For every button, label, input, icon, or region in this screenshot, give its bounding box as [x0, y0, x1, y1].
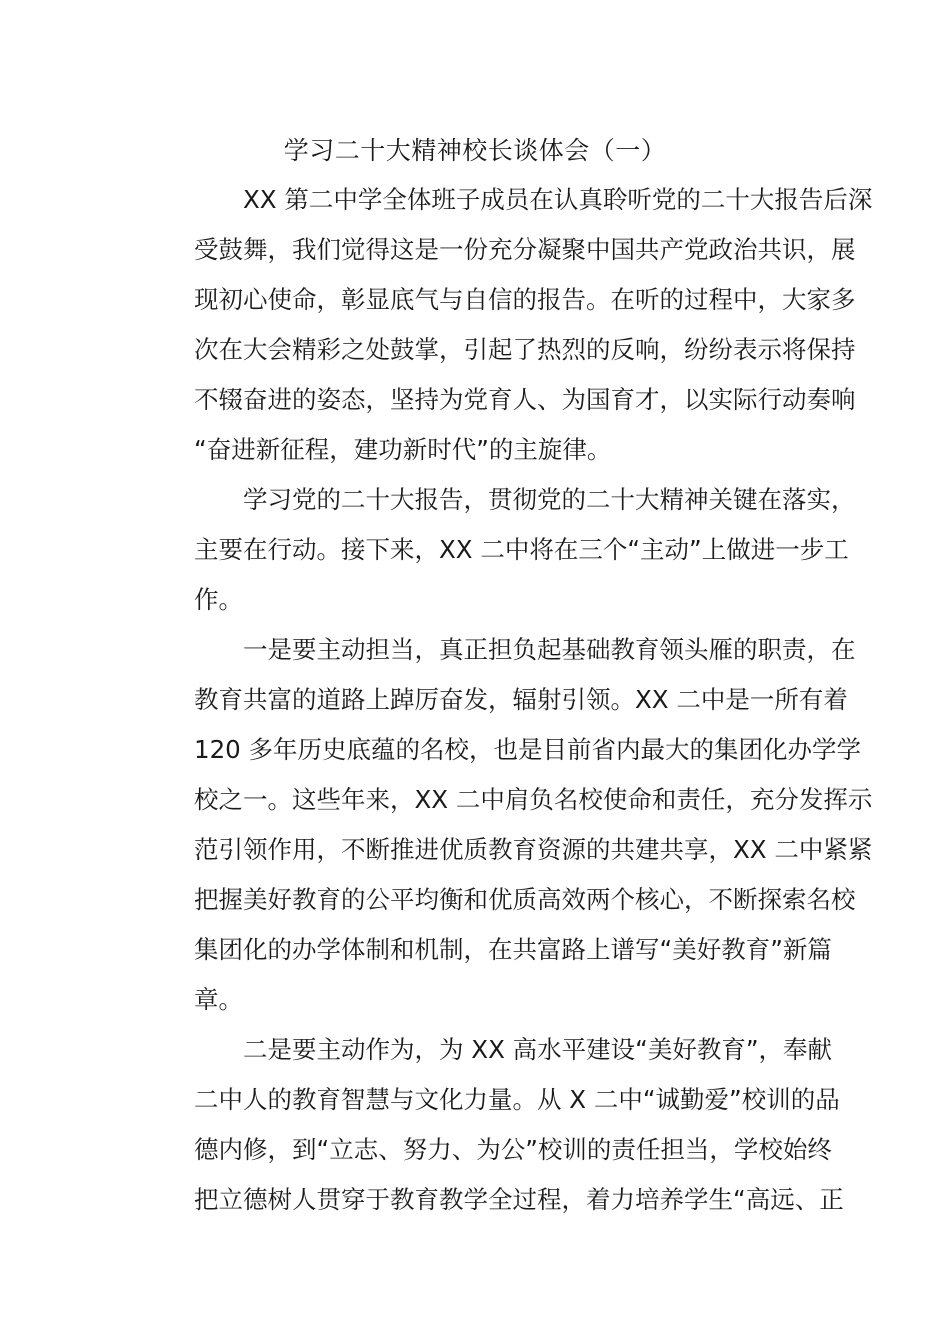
document-title: 学习二十大精神校长谈体会（一） — [283, 136, 667, 165]
text-line: 120 多年历史底蕴的名校，也是目前省内最大的集团化办学学 — [194, 735, 862, 764]
text-line: 现初心使命，彰显底气与自信的报告。在听的过程中，大家多 — [194, 285, 856, 314]
text-line: XX 第二中学全体班子成员在认真聆听党的二十大报告后深 — [243, 185, 873, 214]
paragraph-1 — [145, 175, 873, 475]
text-line: 范引领作用，不断推进优质教育资源的共建共享，XX 二中紧紧 — [194, 835, 873, 864]
text-line: 把握美好教育的公平均衡和优质高效两个核心，不断探索名校 — [194, 885, 856, 914]
text-line: 校之一。这些年来，XX 二中肩负名校使命和责任，充分发挥示 — [194, 785, 873, 814]
paragraph-4 — [145, 1025, 844, 1225]
text-line: 集团化的办学体制和机制，在共富路上谱写“美好教育”新篇 — [194, 935, 832, 964]
text-line: 二中人的教育智慧与文化力量。从 X 二中“诚勤爱”校训的品 — [194, 1085, 840, 1114]
text-line: “奋进新征程，建功新时代”的主旋律。 — [194, 435, 612, 464]
text-line: 主要在行动。接下来，XX 二中将在三个“主动”上做进一步工 — [194, 535, 849, 564]
text-line: 不辍奋进的姿态，坚持为党育人、为国育才，以实际行动奏响 — [194, 385, 856, 414]
text-line: 受鼓舞，我们觉得这是一份充分凝聚中国共产党政治共识，展 — [194, 235, 856, 264]
text-line: 二是要主动作为，为 XX 高水平建设“美好教育”，奉献 — [243, 1035, 833, 1064]
paragraph-2 — [145, 475, 856, 625]
text-line: 教育共富的道路上踔厉奋发，辐射引领。XX 二中是一所有着 — [194, 685, 848, 714]
text-line: 德内修，到“立志、努力、为公”校训的责任担当，学校始终 — [194, 1135, 832, 1164]
text-line: 把立德树人贯穿于教育教学全过程，着力培养学生“高远、正 — [194, 1185, 844, 1214]
paragraph-3 — [145, 625, 873, 1025]
text-line: 学习党的二十大报告，贯彻党的二十大精神关键在落实， — [243, 485, 856, 514]
document-body — [145, 175, 873, 1225]
text-line: 次在大会精彩之处鼓掌，引起了热烈的反响，纷纷表示将保持 — [194, 335, 856, 364]
text-line: 章。 — [194, 985, 243, 1014]
text-line: 一是要主动担当，真正担负起基础教育领头雁的职责，在 — [243, 635, 856, 664]
text-line: 作。 — [194, 585, 243, 614]
